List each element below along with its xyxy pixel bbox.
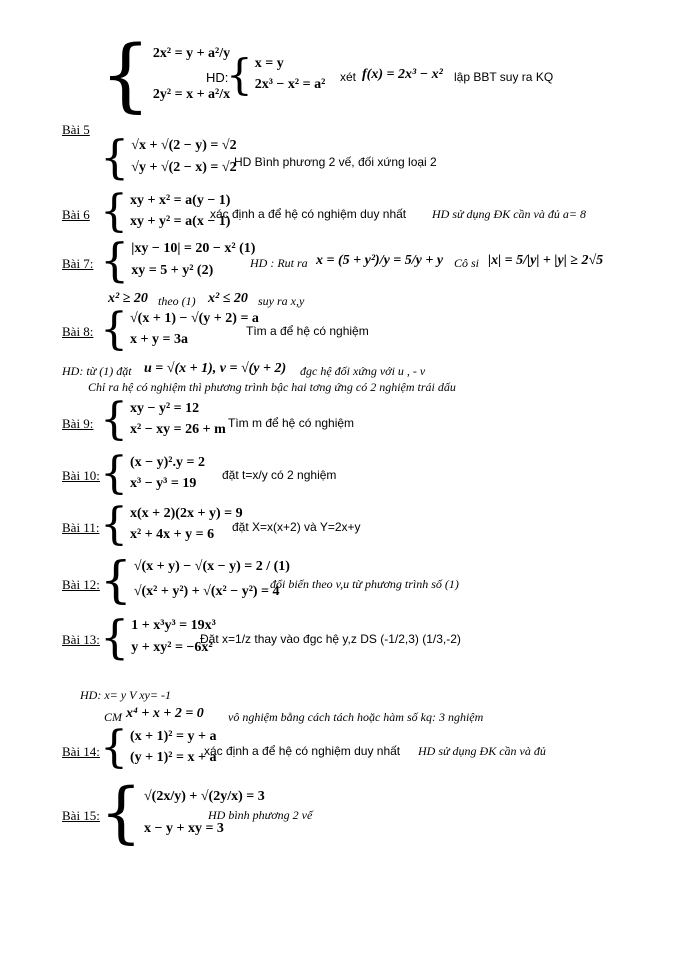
system-bai8 — [100, 304, 259, 355]
problem-label: Bài 10: — [62, 468, 100, 483]
note-text: suy ra x,y — [258, 294, 305, 308]
expression: x = (5 + y²)/y = 5/y + y — [316, 253, 444, 268]
equation: x = y — [254, 56, 284, 72]
equation: y + xy² = −6x² — [131, 639, 213, 655]
equation: √(x + y) − √(x − y) = 2 / (1) — [133, 559, 290, 575]
equation: 2x² = y + a²/y — [152, 46, 231, 62]
brace: { — [100, 551, 132, 609]
note-text: Tìm a để hệ có nghiệm — [246, 324, 369, 338]
note-text: Đặt x=1/z thay vào đgc hệ y,z DS (-1/2,3) (1/3,-2) — [200, 632, 461, 646]
inequality: |x| = 5/|y| + |y| ≥ 2√5 — [488, 253, 604, 268]
equation: √(2x/y) + √(2y/x) = 3 — [144, 788, 265, 804]
system-bai11 — [100, 499, 243, 550]
system-bai13 — [100, 610, 216, 664]
problem-label: Bài 7: — [62, 256, 94, 271]
hint-text: HD bình phương 2 vế — [208, 808, 313, 822]
equation: x(x + 2)(2x + y) = 9 — [130, 506, 243, 522]
equation: x + y = 3a — [130, 332, 188, 348]
equation: √(x² + y²) + √(x² − y²) = 4 — [133, 584, 280, 600]
note-text: theo (1) — [158, 294, 196, 308]
equation: x − y + xy = 3 — [144, 820, 224, 836]
equation: (x − y)².y = 2 — [130, 455, 205, 471]
note-text: xác định a để hệ có nghiệm duy nhất — [204, 744, 401, 758]
equation: xy + x² = a(y − 1) — [130, 193, 231, 209]
equation: √x + √(2 − y) = √2 — [131, 137, 237, 153]
brace: { — [100, 186, 128, 237]
cm-label: CM — [104, 710, 122, 724]
problem-label: Bài 13: — [62, 632, 100, 647]
function-expr: f(x) = 2x³ − x² — [362, 67, 443, 82]
problem-label: Bài 12: — [62, 577, 100, 592]
cosi-text: Cô si — [454, 256, 480, 270]
equation: (x + 1)² = y + a — [130, 729, 217, 745]
problem-label: Bài 8: — [62, 324, 94, 339]
equation: xy + y² = a(x − 1) — [130, 214, 231, 230]
system-bai7 — [100, 233, 256, 287]
hd-text: HD : Rut ra — [250, 256, 308, 270]
equation: (y + 1)² = x + a — [130, 750, 217, 766]
problem-label: Bài 6 — [62, 207, 90, 222]
problem-label: Bài 14: — [62, 744, 100, 759]
equation: √(x + 1) − √(y + 2) = a — [130, 311, 259, 327]
system-bai12 — [100, 551, 290, 609]
brace: { — [100, 130, 130, 184]
brace: { — [100, 394, 128, 445]
hint-text: HD sử dụng ĐK cần và đủ a= 8 — [432, 207, 586, 221]
problem-label: Bài 9: — [62, 416, 94, 431]
problem-label: Bài 11: — [62, 520, 100, 535]
note-text: đặt t=x/y có 2 nghiệm — [222, 468, 337, 482]
hd-text: HD: x= y V xy= -1 — [80, 688, 171, 702]
equation: √y + √(2 − x) = √2 — [131, 159, 237, 175]
hd-label: HD: — [206, 70, 229, 85]
brace: { — [100, 28, 151, 121]
problem-label: Bài 5 — [62, 122, 90, 137]
equation: 2x³ − x² = a² — [254, 77, 326, 93]
equation: 1 + x³y³ = 19x³ — [131, 617, 216, 633]
brace: { — [100, 304, 128, 355]
brace: { — [100, 722, 128, 773]
equation: xy − y² = 12 — [130, 401, 200, 417]
problem-label: Bài 15: — [62, 808, 100, 823]
hd-text: Chỉ ra hệ có nghiệm thì phương trình bậc hai tơng ứng có 2 nghiệm trái dấu — [88, 380, 456, 394]
substitution: u = √(x + 1), v = √(y + 2) — [144, 361, 287, 376]
equation: xy = 5 + y² (2) — [131, 262, 214, 278]
note-text: đặt X=x(x+2) và Y=2x+y — [232, 520, 361, 534]
brace: { — [100, 233, 130, 287]
note-text: vô nghiệm bằng cách tách hoặc hàm số kq: 3 nghiệm — [228, 710, 484, 724]
inequality: x² ≥ 20 — [108, 291, 148, 306]
hint-text: HD Bình phương 2 vế, đối xứng loại 2 — [234, 155, 437, 169]
equation: |xy − 10| = 20 − x² (1) — [131, 240, 256, 256]
brace: { — [100, 499, 128, 550]
equation: x² − xy = 26 + m — [130, 422, 226, 438]
brace: { — [100, 610, 130, 664]
note-text: Tìm m để hệ có nghiệm — [228, 416, 355, 430]
hd-text: đgc hệ đối xứng với u , - v — [300, 364, 426, 378]
inequality: x² ≤ 20 — [208, 291, 248, 306]
note-text: lập BBT suy ra KQ — [454, 70, 554, 84]
brace: { — [100, 774, 142, 851]
equation: x² + 4x + y = 6 — [130, 527, 215, 543]
note-text: xác định a để hệ có nghiệm duy nhất — [210, 207, 407, 221]
system-bai14 — [100, 722, 217, 773]
system-bai10 — [100, 448, 205, 499]
system-bai9 — [100, 394, 226, 445]
hd-text: HD: từ (1) đặt — [62, 364, 132, 378]
system-bai5 — [100, 130, 237, 184]
note-text: đổi biến theo v,u từ phương trình số (1) — [270, 577, 459, 591]
equation: x³ − y³ = 19 — [130, 476, 197, 492]
system-2 — [226, 50, 326, 99]
brace: { — [100, 448, 128, 499]
brace: { — [226, 50, 253, 99]
hint-text: HD sử dụng ĐK cần và đủ — [418, 744, 546, 758]
equation: 2y² = x + a²/x — [152, 87, 231, 103]
equation: x⁴ + x + 2 = 0 — [126, 706, 204, 721]
xet-text: xét — [340, 70, 357, 84]
